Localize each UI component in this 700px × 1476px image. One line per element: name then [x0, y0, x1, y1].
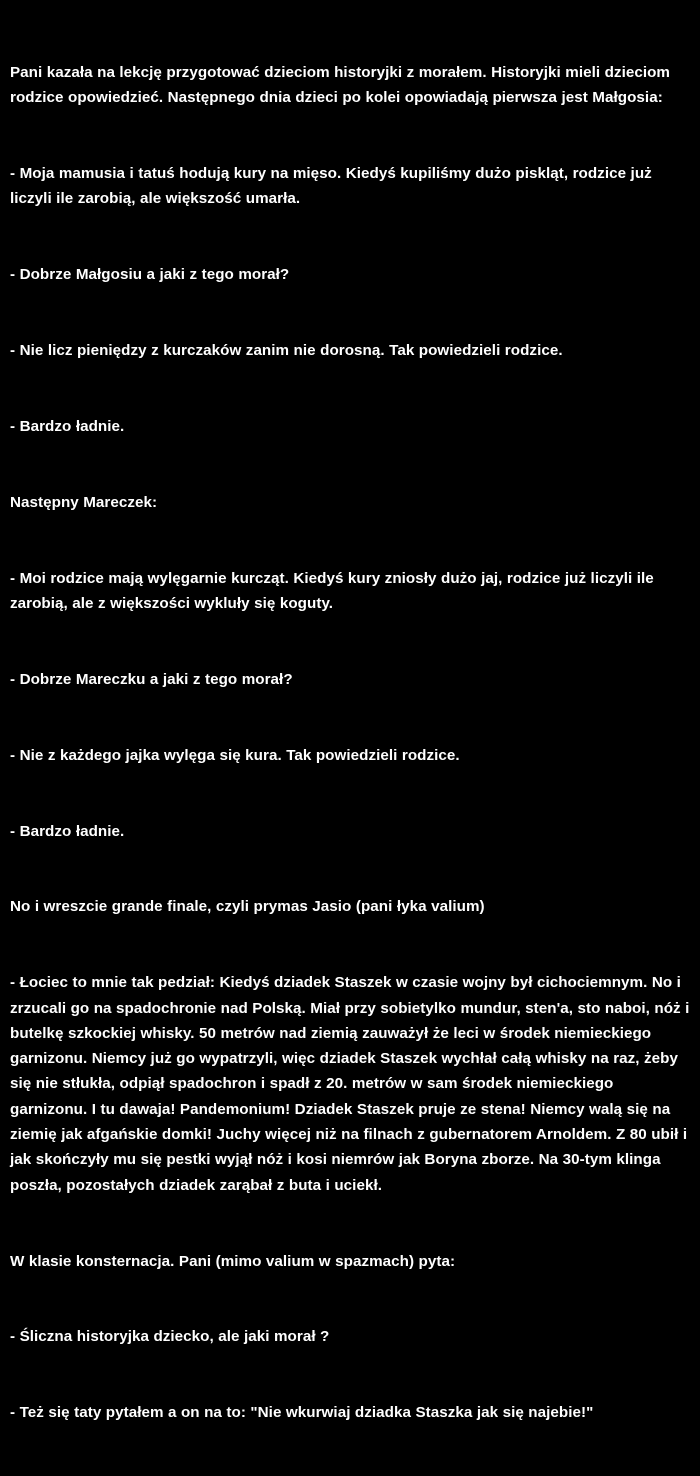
paragraph: - Nie licz pieniędzy z kurczaków zanim nie dorosną. Tak powiedzieli rodzice.: [10, 341, 563, 359]
paragraph: - Też się taty pytałem a on na to: "Nie wkurwiaj dziadka Staszka jak się najebie!": [10, 1404, 594, 1422]
paragraph: - Dobrze Małgosiu a jaki z tego morał?: [10, 265, 290, 283]
paragraph: W klasie konsternacja. Pani (mimo valium w spazmach) pyta:: [10, 1252, 456, 1270]
paragraph: - Śliczna historyjka dziecko, ale jaki morał ?: [10, 1328, 330, 1346]
paragraph: - Bardzo ładnie.: [10, 822, 125, 840]
paragraph: - Bardzo ładnie.: [10, 417, 125, 435]
joke-text-block: [10, 9, 694, 1476]
paragraph: No i wreszcie grande finale, czyli prymas Jasio (pani łyka valium): [10, 898, 485, 916]
paragraph: Następny Mareczek:: [10, 493, 158, 511]
paragraph: - Dobrze Mareczku a jaki z tego morał?: [10, 670, 293, 688]
paragraph: - Moi rodzice mają wylęgarnie kurcząt. Kiedyś kury zniosły dużo jaj, rodzice już liczyli ile zarobią, ale z większości wykluły się koguty.: [10, 569, 659, 612]
paragraph: - Moja mamusia i tatuś hodują kury na mięso. Kiedyś kupiliśmy dużo piskląt, rodzice już liczyli ile zarobią, ale większość umarła.: [10, 164, 657, 208]
paragraph: - Łociec to mnie tak pedział: Kiedyś dziadek Staszek w czasie wojny był cichociemnym. No i zrzucali go na spadochronie nad Polską. Miał przy sobietylko mundur, sten'a, sto naboi, nóż i butelkę szkockiej whisky. 50 metrów nad ziemią zauważył że leci w środek niemieckiego garnizonu. Niemcy już go wypatrzyli, więc dziadek Staszek wychłał całą whisky na raz, żeby się nie stłukła, odpiął spadochron i spadł z 20. metrów w sam środek niemieckiego garnizonu. I tu dawaja! Pandemonium! Dziadek Staszek pruje ze stena! Niemcy walą się na ziemię jak afgańskie domki! Juchy więcej niż na filnach z gubernatorem Arnoldem. Z 80 ubił i jak skończyły mu się pestki wyjął nóż i kosi niemrów jak Boryna zborze. Na 30-tym klinga poszła, pozostałych dziadek zarąbał z buta i uciekł.: [10, 974, 694, 1194]
paragraph: - Nie z każdego jajka wylęga się kura. Tak powiedzieli rodzice.: [10, 746, 460, 764]
paragraph: Pani kazała na lekcję przygotować dzieciom historyjki z morałem. Historyjki mieli dzieciom rodzice opowiedzieć. Następnego dnia dzieci po kolei opowiadają pierwsza jest Małgosia:: [10, 63, 675, 106]
